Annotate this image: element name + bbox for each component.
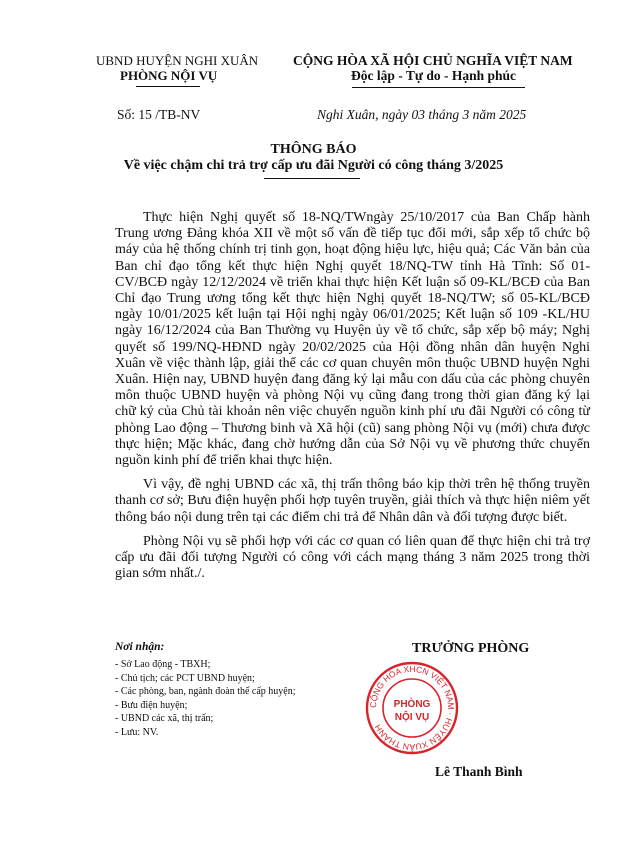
national-motto: Độc lập - Tự do - Hạnh phúc — [351, 68, 517, 83]
recipients-title: Nơi nhận: — [115, 641, 165, 653]
issuing-authority: UBND HUYỆN NGHI XUÂN — [96, 53, 259, 68]
recipient-item: - Bưu điện huyện; — [115, 699, 188, 711]
recipient-item: - Lưu: NV. — [115, 726, 159, 738]
document-number: Số: 15 /TB-NV — [117, 107, 201, 122]
recipient-item: - UBND các xã, thị trấn; — [115, 713, 214, 724]
place-and-date: Nghi Xuân, ngày 03 tháng 3 năm 2025 — [317, 107, 527, 122]
issuing-office: PHÒNG NỘI VỤ — [120, 68, 218, 83]
seal-ring-text: CỘNG HÒA XHCN VIỆT NAM · HUYỆN XUÂN THÀNH — [367, 663, 457, 753]
recipients-list — [115, 658, 296, 739]
recipient-item: - Các phòng, ban, ngành đoàn thể cấp huyện; — [115, 686, 296, 697]
body-paragraph-1: Thực hiện Nghị quyết số 18-NQ/TWngày 25/10/2017 của Ban Chấp hành Trung ương Đảng khóa XII về một số vấn đề tiếp tục đổi mới, sắp xếp tổ chức bộ máy của hệ thống chính trị tinh gọn, hoạt động hiệu lực, hiệu quả; Các Văn bản của Ban chỉ đạo tổng kết thực hiện Nghị quyết 18/NQ-TW tỉnh Hà Tĩnh: Số 01-CV/BCĐ ngày 12/12/2024 về triển khai thực hiện Kết luận số 09-KL/BCĐ của Ban Chỉ đạo Trung ương tổng kết thực hiện Nghị quyết 18-NQ/TW; số 05-KL/BCĐ ngày 10/01/2025 kết luận tại Hội nghị ngày 06/01/2025; Kết luận số 109 -KL/HU ngày 16/12/2024 của Ban Thường vụ Huyện ủy về tổ chức, sắp xếp bộ máy; Nghị quyết số 199/NQ-HĐND ngày 20/02/2025 của Hội đồng nhân dân huyện Nghi Xuân về việc thành lập, giải thể các cơ quan chuyên môn thuộc UBND huyện Nghi Xuân. Hiện nay, UBND huyện đang đăng ký lại mẫu con dấu của các phòng chuyên môn thuộc UBND huyện và phòng Nội vụ cũng đang trong thời gian đăng ký lại chữ ký của Chủ tài khoản nên việc chuyển nguồn kinh phí ưu đãi Người có công từ phòng Lao động – Thương binh và Xã hội (cũ) sang phòng Nội vụ (mới) chưa được thực hiện; Mặc khác, đang chờ hướng dẫn của Sở Nội vụ về phương thức chuyển nguồn kinh phí để triển khai thực hiện. — [115, 210, 590, 469]
recipient-item: - Chủ tịch; các PCT UBND huyện; — [115, 672, 255, 684]
office-underline — [136, 86, 200, 87]
seal-center-line-2: NỘI VỤ — [394, 712, 430, 723]
signer-name: Lê Thanh Bình — [435, 764, 523, 779]
document-subject: Về việc chậm chi trả trợ cấp ưu đãi Người có công tháng 3/2025 — [123, 158, 504, 173]
body-paragraph-2: Vì vậy, đề nghị UBND các xã, thị trấn thông báo kịp thời trên hệ thống truyền thanh cơ sở; Bưu điện huyện phối hợp tuyên truyền, giải thích và thực hiện niêm yết thông báo nội dung trên tại các điểm chi trả để Nhân dân và đối tượng được biết. — [115, 477, 590, 525]
subject-underline — [264, 178, 360, 179]
body-paragraph-3: Phòng Nội vụ sẽ phối hợp với các cơ quan có liên quan để thực hiện chi trả trợ cấp ưu đãi đối tượng Người có công với cách mạng tháng 3 năm 2025 trong thời gian sớm nhất./. — [115, 533, 590, 582]
official-seal-stamp — [364, 660, 460, 756]
national-title: CỘNG HÒA XÃ HỘI CHỦ NGHĨA VIỆT NAM — [293, 53, 573, 68]
seal-center-line-1: PHÒNG — [393, 699, 431, 710]
recipient-item: - Sở Lao động - TBXH; — [115, 659, 211, 670]
document-type-title: THÔNG BÁO — [270, 142, 357, 157]
motto-underline — [352, 87, 525, 88]
signer-title: TRƯỞNG PHÒNG — [412, 641, 530, 656]
document-body — [115, 210, 590, 590]
